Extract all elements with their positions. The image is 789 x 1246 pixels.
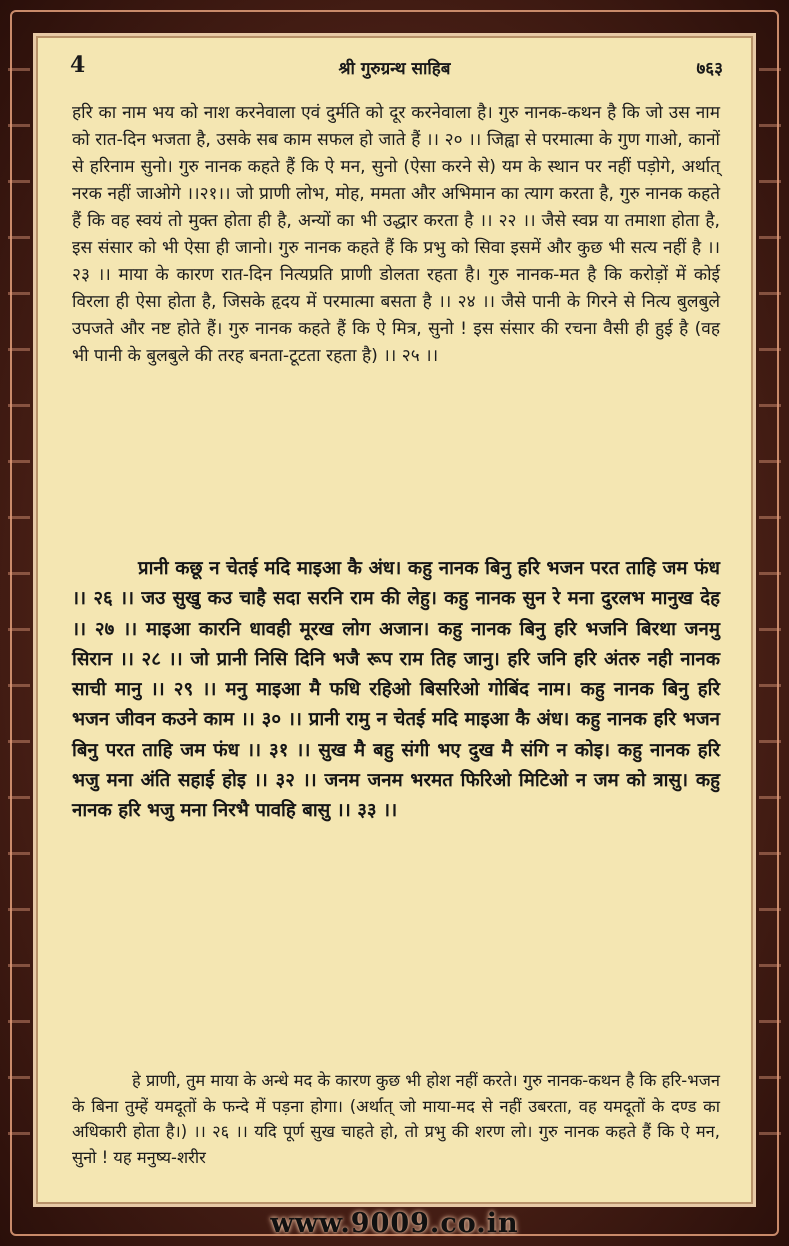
left-ornament	[8, 40, 30, 1186]
page-header	[36, 52, 753, 82]
page-title: श्री गुरुग्रन्थ साहिब	[338, 59, 451, 79]
page-number-right: ७६३	[696, 59, 723, 79]
verse-paragraph: प्रानी कछू न चेतई मदि माइआ कै अंध। कहु नानक बिनु हरि भजन परत ताहि जम फंध ।। २६ ।। जउ सुखु कउ चाहै सदा सरनि राम की लेहु। कहु नानक सुन रे मना दुरलभ मानुख देह ।। २७ ।। माइआ कारनि धावही मूरख लोग अजान। कहु नानक बिनु हरि भजनि बिरथा जनमु सिरान ।। २८ ।। जो प्रानी निसि दिनि भजै रूप राम तिह जानु। हरि जनि हरि अंतरु नही नानक साची मानु ।। २९ ।। मनु माइआ मै फधि रहिओ बिसरिओ गोबिंद नाम। कहु नानक बिनु हरि भजन जीवन कउने काम ।। ३० ।। प्रानी रामु न चेतई मदि माइआ कै अंध। कहु नानक हरि भजन बिनु परत ताहि जम फंध ।। ३१ ।। सुख मै बहु संगी भए दुख मै संगि न कोइ। कहु नानक हरि भजु मना अंति सहाई होइ ।। ३२ ।। जनम जनम भरमत फिरिओ मिटिओ न जम को त्रासु। कहु नानक हरि भजु मना निरभै पावहि बासु ।। ३३ ।।	[72, 558, 720, 822]
right-ornament	[759, 40, 781, 1186]
page-number-left: 4	[70, 52, 86, 78]
translation-paragraph-1: हरि का नाम भय को नाश करनेवाला एवं दुर्मति को दूर करनेवाला है। गुरु नानक-कथन है कि जो उस नाम को रात-दिन भजता है, उसके सब काम सफल हो जाते हैं ।। २० ।। जिह्वा से परमात्मा के गुण गाओ, कानों से हरिनाम सुनो। गुरु नानक कहते हैं कि ऐ मन, सुनो (ऐसा करने से) यम के स्थान पर नहीं पड़ोगे, अर्थात् नरक नहीं जाओगे ।।२१।। जो प्राणी लोभ, मोह, ममता और अभिमान का त्याग करता है, गुरु नानक कहते हैं कि वह स्वयं तो मुक्त होता ही है, अन्यों का भी उद्धार करता है ।। २२ ।। जैसे स्वप्न या तमाशा होता है, इस संसार को भी ऐसा ही जानो। गुरु नानक कहते हैं कि प्रभु को सिवा इसमें और कुछ भी सत्य नहीं है ।। २३ ।। माया के कारण रात-दिन नित्यप्रति प्राणी डोलता रहता है। गुरु नानक-मत है कि करोड़ों में कोई विरला ही ऐसा होता है, जिसके हृदय में परमात्मा बसता है ।। २४ ।। जैसे पानी के गिरने से नित्य बुलबुले उपजते और नष्ट होते हैं। गुरु नानक कहते हैं कि ऐ मित्र, सुनो ! इस संसार की रचना वैसी ही हुई है (वह भी पानी के बुलबुले की तरह बनता-टूटता रहता है) ।। २५ ।।	[72, 103, 721, 366]
scripture-page	[36, 36, 753, 1204]
translation-paragraph-2: हे प्राणी, तुम माया के अन्धे मद के कारण कुछ भी होश नहीं करते। गुरु नानक-कथन है कि हरि-भजन के बिना तुम्हें यमदूतों के फन्दे में पड़ना होगा। (अर्थात् जो माया-मद से नहीं उबरता, वह यमदूतों के दण्ड का अधिकारी होता है।) ।। २६ ।। यदि पूर्ण सुख चाहते हो, तो प्रभु की शरण लो। गुरु नानक कहते हैं कि ऐ मन, सुनो ! यह मनुष्य-शरीर	[72, 1071, 720, 1167]
website-url: www.9009.co.in	[270, 1208, 519, 1239]
